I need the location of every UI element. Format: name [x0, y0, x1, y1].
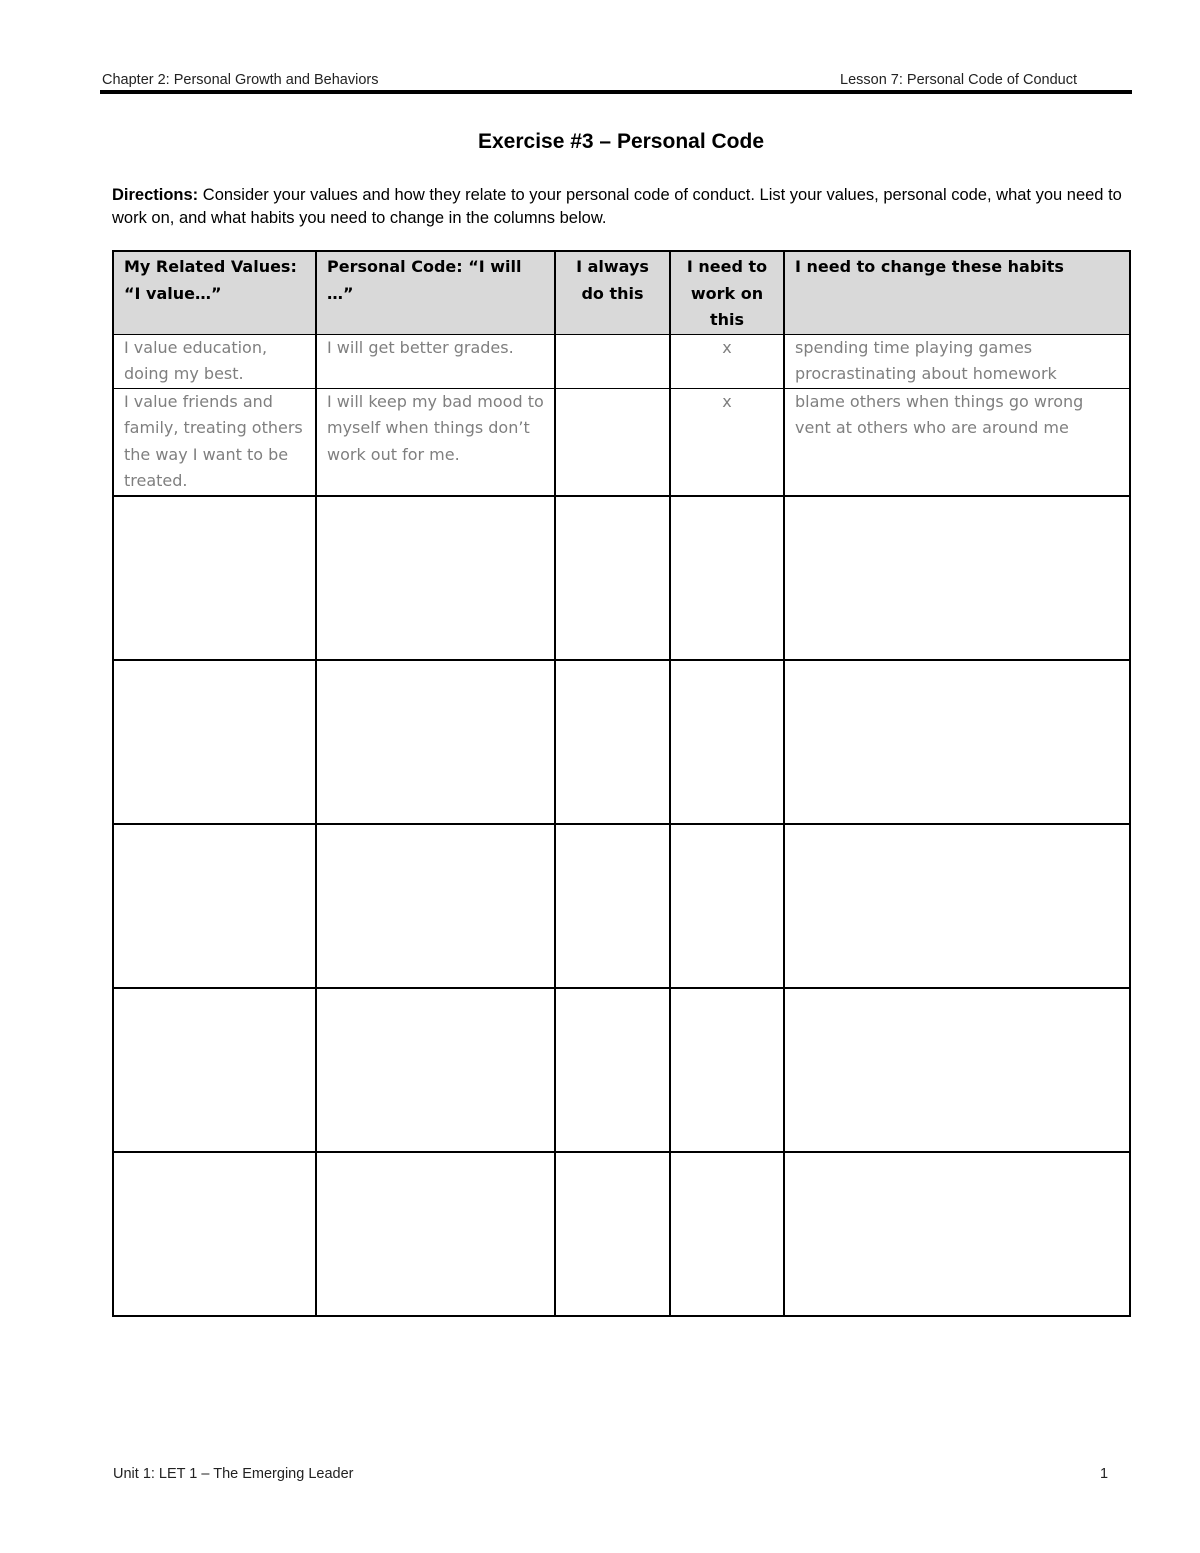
- blank-cell[interactable]: [555, 824, 670, 988]
- blank-cell[interactable]: [316, 824, 555, 988]
- blank-cell[interactable]: [316, 660, 555, 824]
- blank-cell[interactable]: [670, 988, 784, 1152]
- blank-cell[interactable]: [316, 1152, 555, 1316]
- footer-unit-label: Unit 1: LET 1 – The Emerging Leader: [113, 1466, 354, 1482]
- header-always-do: I always do this: [555, 251, 670, 334]
- blank-cell[interactable]: [555, 988, 670, 1152]
- blank-row: [113, 660, 1130, 824]
- example-always-cell: [555, 334, 670, 388]
- example-code-cell: I will get better grades.: [316, 334, 555, 388]
- blank-cell[interactable]: [784, 988, 1130, 1152]
- example-always-cell: [555, 388, 670, 496]
- blank-cell[interactable]: [113, 988, 316, 1152]
- table-header-row: [113, 251, 1130, 334]
- blank-cell[interactable]: [113, 496, 316, 660]
- blank-cell[interactable]: [784, 496, 1130, 660]
- page-title: Exercise #3 – Personal Code: [478, 130, 764, 153]
- example-values-cell: I value education, doing my best.: [113, 334, 316, 388]
- example-code-cell: I will keep my bad mood to myself when things don’t work out for me.: [316, 388, 555, 496]
- blank-cell[interactable]: [670, 1152, 784, 1316]
- blank-row: [113, 988, 1130, 1152]
- blank-cell[interactable]: [316, 496, 555, 660]
- blank-cell[interactable]: [784, 660, 1130, 824]
- example-work-on-cell: x: [670, 334, 784, 388]
- blank-cell[interactable]: [316, 988, 555, 1152]
- directions-text: Consider your values and how they relate to your personal code of conduct. List your values, personal code, what you need to work on, and what habits you need to change in the columns below.: [112, 186, 1122, 227]
- example-values-cell: I value friends and family, treating others the way I want to be treated.: [113, 388, 316, 496]
- blank-cell[interactable]: [784, 824, 1130, 988]
- example-habits-cell: [784, 334, 1130, 388]
- blank-row: [113, 824, 1130, 988]
- blank-cell[interactable]: [555, 660, 670, 824]
- lesson-label: Lesson 7: Personal Code of Conduct: [840, 72, 1077, 88]
- habit-line: spending time playing games: [795, 337, 1033, 357]
- directions: [112, 184, 1122, 230]
- blank-cell[interactable]: [113, 1152, 316, 1316]
- running-header: [102, 72, 1132, 90]
- header-related-values: My Related Values: “I value…”: [113, 251, 316, 334]
- header-need-work: I need to work on this: [670, 251, 784, 334]
- table-row: [113, 334, 1130, 388]
- blank-cell[interactable]: [555, 496, 670, 660]
- blank-cell[interactable]: [670, 496, 784, 660]
- chapter-label: Chapter 2: Personal Growth and Behaviors: [102, 72, 379, 88]
- example-habits-cell: [784, 388, 1130, 496]
- header-personal-code: Personal Code: “I will …”: [316, 251, 555, 334]
- habit-line: procrastinating about homework: [795, 364, 1057, 383]
- personal-code-table: [112, 250, 1131, 1317]
- blank-cell[interactable]: [784, 1152, 1130, 1316]
- blank-cell[interactable]: [113, 660, 316, 824]
- habit-line: blame others when things go wrong: [795, 391, 1084, 411]
- table-row: [113, 388, 1130, 496]
- blank-row: [113, 1152, 1130, 1316]
- directions-label: Directions:: [112, 186, 199, 204]
- blank-cell[interactable]: [555, 1152, 670, 1316]
- page-number: 1: [1100, 1466, 1109, 1482]
- header-rule: [100, 90, 1132, 94]
- blank-cell[interactable]: [113, 824, 316, 988]
- header-change-habits: I need to change these habits: [784, 251, 1130, 334]
- blank-cell[interactable]: [670, 824, 784, 988]
- blank-cell[interactable]: [670, 660, 784, 824]
- habit-line: vent at others who are around me: [795, 418, 1069, 437]
- blank-row: [113, 496, 1130, 660]
- example-work-on-cell: x: [670, 388, 784, 496]
